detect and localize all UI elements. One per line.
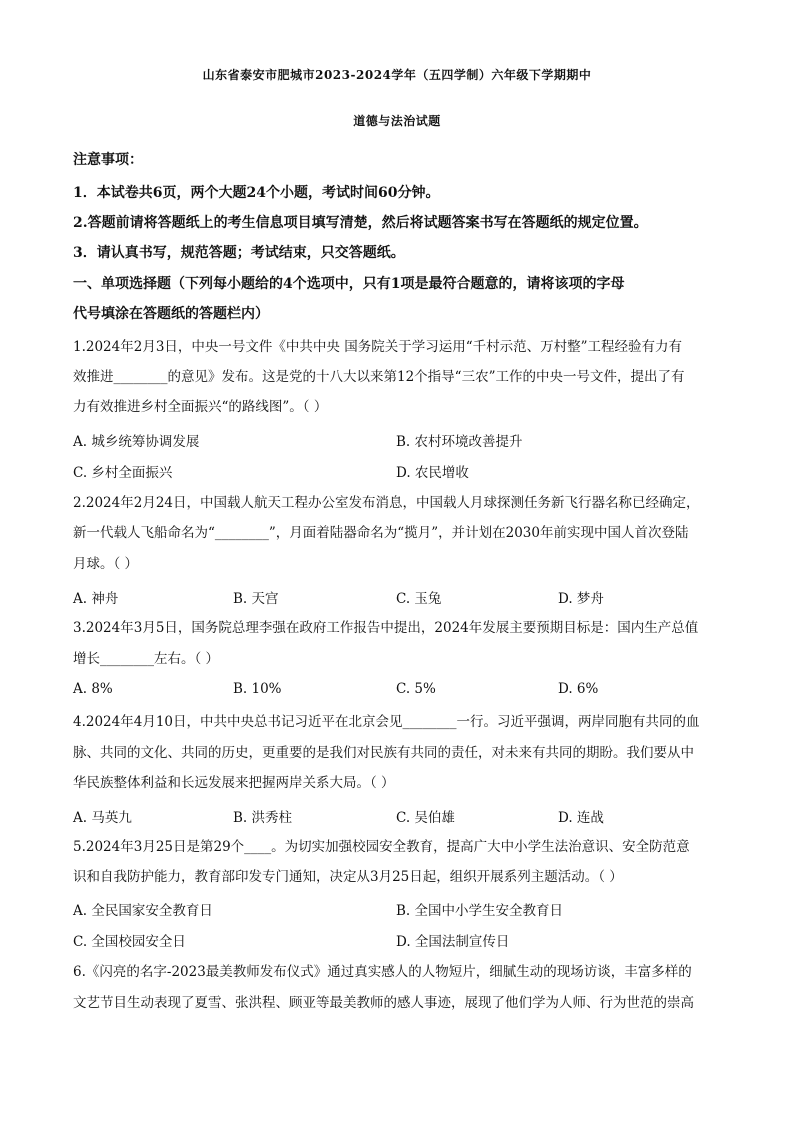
q5-line1: 5.2024年3月25日是第29个____。为切实加强校园安全教育，提高广大中小学生法治意识、安全防范意 <box>73 839 690 855</box>
q2-line3: 月球。（ ） <box>73 556 139 572</box>
q1-options-row2 <box>73 461 733 483</box>
q4-option-d: D. 连战 <box>558 810 604 826</box>
q1-line3: 力有效推进乡村全面振兴“的路线图”。（ ） <box>73 399 328 415</box>
q3-option-b: B. 10% <box>233 681 282 697</box>
q2-option-c: C. 玉兔 <box>396 591 442 607</box>
q3-option-a: A. 8% <box>73 681 113 697</box>
q1-line2: 效推进________的意见》发布。这是党的十八大以来第12个指导“三农”工作的中央一号文件，提出了有 <box>73 369 685 385</box>
q3-option-c: C. 5% <box>396 681 436 697</box>
q3-line1: 3.2024年3月5日，国务院总理李强在政府工作报告中提出，2024年发展主要预期目标是：国内生产总值 <box>73 620 699 636</box>
q2-line2: 新一代载人飞船命名为“________”，月面着陆器命名为“揽月”，并计划在2030年前实现中国人首次登陆 <box>73 525 689 541</box>
q3-line2: 增长________左右。（ ） <box>73 651 220 667</box>
q4-option-a: A. 马英九 <box>73 810 132 826</box>
q5-options-row1 <box>73 899 733 921</box>
q2-option-d: D. 梦舟 <box>558 591 604 607</box>
q5-option-c: C. 全国校园安全日 <box>73 934 186 950</box>
notes-item-2: 2.答题前请将答题纸上的考生信息项目填写清楚，然后将试题答案书写在答题纸的规定位置。 <box>73 215 648 231</box>
q4-option-c: C. 吴伯雄 <box>396 810 455 826</box>
q3-options <box>73 681 733 703</box>
q2-option-b: B. 天宫 <box>233 591 279 607</box>
section-heading-line2: 代号填涂在答题纸的答题栏内） <box>73 306 269 322</box>
exam-title-line1: 山东省泰安市肥城市2023-2024学年（五四学制）六年级下学期期中 <box>202 68 592 82</box>
q6-line1: 6.《闪亮的名字-2023最美教师发布仪式》通过真实感人的人物短片，细腻生动的现场访谈，丰富多样的 <box>73 964 692 980</box>
q1-option-d: D. 农民增收 <box>396 465 469 481</box>
q6-line2: 文艺节目生动表现了夏雪、张洪程、顾亚等最美教师的感人事迹，展现了他们学为人师、行为世范的崇高 <box>73 995 694 1011</box>
q4-line2: 脉、共同的文化、共同的历史，更重要的是我们对民族有共同的责任，对未来有共同的期盼。我们要从中 <box>73 745 694 761</box>
q3-option-d: D. 6% <box>558 681 599 697</box>
q5-option-b: B. 全国中小学生安全教育日 <box>396 903 564 919</box>
q1-option-a: A. 城乡统筹协调发展 <box>73 434 200 450</box>
q4-options <box>73 806 733 828</box>
q5-option-d: D. 全国法制宣传日 <box>396 934 510 950</box>
q4-line1: 4.2024年4月10日，中共中央总书记习近平在北京会见________一行。习近平强调，两岸同胞有共同的血 <box>73 714 700 730</box>
q1-line1: 1.2024年2月3日，中央一号文件《中共中央 国务院关于学习运用“千村示范、万村整”工程经验有力有 <box>73 339 683 355</box>
exam-title-line2: 道德与法治试题 <box>353 114 441 128</box>
q1-option-c: C. 乡村全面振兴 <box>73 465 173 481</box>
q2-options <box>73 587 733 609</box>
notes-item-3: 3．请认真书写，规范答题；考试结束，只交答题纸。 <box>73 245 405 261</box>
q2-line1: 2.2024年2月24日，中国载人航天工程办公室发布消息，中国载人月球探测任务新飞行器名称已经确定， <box>73 495 700 511</box>
notes-heading: 注意事项： <box>73 152 143 168</box>
q2-option-a: A. 神舟 <box>73 591 119 607</box>
q1-options-row1 <box>73 430 733 452</box>
section-heading-line1: 一、单项选择题（下列每小题给的4个选项中，只有1项是最符合题意的，请将该项的字母 <box>73 276 625 292</box>
q5-option-a: A. 全民国家安全教育日 <box>73 903 213 919</box>
q5-options-row2 <box>73 930 733 952</box>
q4-option-b: B. 洪秀柱 <box>233 810 293 826</box>
q5-line2: 识和自我防护能力，教育部印发专门通知，决定从3月25日起，组织开展系列主题活动。（ ） <box>73 869 623 885</box>
q1-option-b: B. 农村环境改善提升 <box>396 434 523 450</box>
q4-line3: 华民族整体利益和长远发展来把握两岸关系大局。（ ） <box>73 775 395 791</box>
notes-item-1: 1．本试卷共6页，两个大题24个小题，考试时间60分钟。 <box>73 185 440 201</box>
